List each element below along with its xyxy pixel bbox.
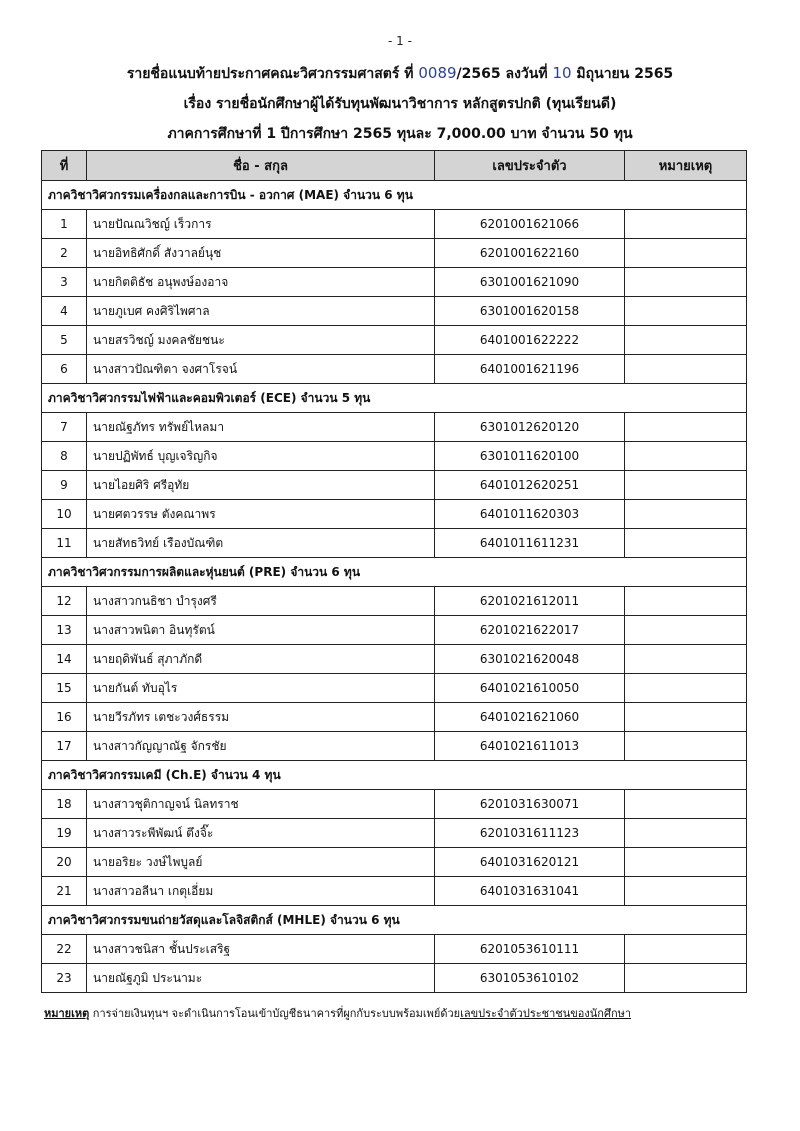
row-number: 1 bbox=[42, 210, 87, 239]
row-number: 19 bbox=[42, 819, 87, 848]
row-note bbox=[625, 964, 747, 993]
table-row bbox=[42, 819, 747, 848]
table-row bbox=[42, 413, 747, 442]
table-row bbox=[42, 239, 747, 268]
student-name: นายสรวิชญ์ มงคลชัยชนะ bbox=[87, 326, 435, 355]
row-number: 17 bbox=[42, 732, 87, 761]
student-id: 6401011611231 bbox=[435, 529, 625, 558]
row-note bbox=[625, 674, 747, 703]
section-row bbox=[42, 761, 747, 790]
column-header-note: หมายเหตุ bbox=[625, 151, 747, 181]
row-note bbox=[625, 935, 747, 964]
student-id: 6301011620100 bbox=[435, 442, 625, 471]
student-name: นายอริยะ วงษ์ไพบูลย์ bbox=[87, 848, 435, 877]
student-id: 6201031611123 bbox=[435, 819, 625, 848]
student-name: นายกิตติธัช อนุพงษ์องอาจ bbox=[87, 268, 435, 297]
header-line-2: เรื่อง รายชื่อนักศึกษาผู้ได้รับทุนพัฒนาวิชาการ หลักสูตรปกติ (ทุนเรียนดี) bbox=[183, 96, 617, 112]
row-note bbox=[625, 732, 747, 761]
row-number: 13 bbox=[42, 616, 87, 645]
student-id: 6201021612011 bbox=[435, 587, 625, 616]
student-name: นางสาวระพีพัฒน์ ตึงจิ๊ะ bbox=[87, 819, 435, 848]
student-name: นายอิทธิศักดิ์ สังวาลย์นุช bbox=[87, 239, 435, 268]
table-row bbox=[42, 326, 747, 355]
student-name: นายปัณณวิชญ์ เร็วการ bbox=[87, 210, 435, 239]
table-row bbox=[42, 790, 747, 819]
row-number: 10 bbox=[42, 500, 87, 529]
table-row bbox=[42, 645, 747, 674]
column-header-student-id: เลขประจำตัว bbox=[435, 151, 625, 181]
header-line-1-prefix: รายชื่อแนบท้ายประกาศคณะวิศวกรรมศาสตร์ ที่ bbox=[126, 66, 414, 82]
row-note bbox=[625, 790, 747, 819]
table-row bbox=[42, 471, 747, 500]
student-name: นายณัฐภัทร ทรัพย์ไหลมา bbox=[87, 413, 435, 442]
row-number: 12 bbox=[42, 587, 87, 616]
remark-text: การจ่ายเงินทุนฯ จะดำเนินการโอนเข้าบัญชีธนาคารที่ผูกกับระบบพร้อมเพย์ด้วย bbox=[89, 1007, 461, 1020]
section-row bbox=[42, 558, 747, 587]
section-row bbox=[42, 181, 747, 210]
student-name: นางสาวชุติกาญจน์ นิลทราช bbox=[87, 790, 435, 819]
student-name: นายไอยศิริ ศรีอุทัย bbox=[87, 471, 435, 500]
table-row bbox=[42, 442, 747, 471]
student-name: นายภูเบศ คงศิริไพศาล bbox=[87, 297, 435, 326]
student-id: 6401001622222 bbox=[435, 326, 625, 355]
student-id: 6401021610050 bbox=[435, 674, 625, 703]
row-note bbox=[625, 819, 747, 848]
table-header-row bbox=[42, 151, 747, 181]
row-number: 11 bbox=[42, 529, 87, 558]
student-name: นางสาวชนิสา ชั้นประเสริฐ bbox=[87, 935, 435, 964]
student-id: 6201021622017 bbox=[435, 616, 625, 645]
student-id: 6201001621066 bbox=[435, 210, 625, 239]
row-note bbox=[625, 268, 747, 297]
student-id: 6401021621060 bbox=[435, 703, 625, 732]
announcement-day: 10 bbox=[552, 64, 572, 82]
table-row bbox=[42, 210, 747, 239]
row-number: 9 bbox=[42, 471, 87, 500]
table-row bbox=[42, 674, 747, 703]
row-number: 18 bbox=[42, 790, 87, 819]
student-name: นางสาวพนิตา อินทุรัตน์ bbox=[87, 616, 435, 645]
row-number: 8 bbox=[42, 442, 87, 471]
table-row bbox=[42, 355, 747, 384]
student-name: นายวีรภัทร เตชะวงศ์ธรรม bbox=[87, 703, 435, 732]
row-number: 21 bbox=[42, 877, 87, 906]
table-row bbox=[42, 587, 747, 616]
row-number: 16 bbox=[42, 703, 87, 732]
row-number: 15 bbox=[42, 674, 87, 703]
row-note bbox=[625, 355, 747, 384]
row-number: 14 bbox=[42, 645, 87, 674]
row-note bbox=[625, 413, 747, 442]
scholarship-table bbox=[41, 150, 747, 993]
row-note bbox=[625, 529, 747, 558]
column-header-name: ชื่อ - สกุล bbox=[87, 151, 435, 181]
header-line-1-suffix: มิถุนายน 2565 bbox=[576, 66, 674, 82]
row-note bbox=[625, 500, 747, 529]
header-line-1 bbox=[40, 58, 760, 89]
student-id: 6201053610111 bbox=[435, 935, 625, 964]
header-line-3: ภาคการศึกษาที่ 1 ปีการศึกษา 2565 ทุนละ 7,000.00 บาท จำนวน 50 ทุน bbox=[167, 126, 633, 142]
student-name: นายปฏิพัทธ์ บุญเจริญกิจ bbox=[87, 442, 435, 471]
table-row bbox=[42, 297, 747, 326]
row-note bbox=[625, 326, 747, 355]
student-id: 6401021611013 bbox=[435, 732, 625, 761]
header-line-1-mid: /2565 ลงวันที่ bbox=[456, 66, 548, 82]
student-name: นายณัฐภูมิ ประนามะ bbox=[87, 964, 435, 993]
student-name: นางสาวปัณฑิตา จงศาโรจน์ bbox=[87, 355, 435, 384]
row-number: 4 bbox=[42, 297, 87, 326]
row-number: 2 bbox=[42, 239, 87, 268]
table-body bbox=[42, 181, 747, 993]
student-id: 6301001621090 bbox=[435, 268, 625, 297]
student-id: 6201031630071 bbox=[435, 790, 625, 819]
student-id: 6301053610102 bbox=[435, 964, 625, 993]
row-note bbox=[625, 442, 747, 471]
row-note bbox=[625, 297, 747, 326]
student-id: 6301012620120 bbox=[435, 413, 625, 442]
row-note bbox=[625, 616, 747, 645]
section-title: ภาควิชาวิศวกรรมการผลิตและหุ่นยนต์ (PRE) จำนวน 6 ทุน bbox=[42, 558, 747, 587]
student-name: นายกันต์ ทับอุไร bbox=[87, 674, 435, 703]
student-id: 6401031631041 bbox=[435, 877, 625, 906]
remark-label: หมายเหตุ bbox=[44, 1007, 90, 1020]
section-row bbox=[42, 384, 747, 413]
row-number: 6 bbox=[42, 355, 87, 384]
section-row bbox=[42, 906, 747, 935]
student-name: นายสัทธวิทย์ เรืองบัณฑิต bbox=[87, 529, 435, 558]
table-row bbox=[42, 848, 747, 877]
row-number: 22 bbox=[42, 935, 87, 964]
student-id: 6301001620158 bbox=[435, 297, 625, 326]
student-name: นางสาวกัญญาณัฐ จักรชัย bbox=[87, 732, 435, 761]
row-note bbox=[625, 848, 747, 877]
announcement-number: 0089 bbox=[418, 64, 457, 82]
row-note bbox=[625, 587, 747, 616]
student-id: 6401011620303 bbox=[435, 500, 625, 529]
row-number: 7 bbox=[42, 413, 87, 442]
column-header-no: ที่ bbox=[42, 151, 87, 181]
row-note bbox=[625, 703, 747, 732]
section-title: ภาควิชาวิศวกรรมเครื่องกลและการบิน - อวกาศ (MAE) จำนวน 6 ทุน bbox=[42, 181, 747, 210]
student-name: นายฤดิพันธ์ สุภาภักดี bbox=[87, 645, 435, 674]
student-id: 6201001622160 bbox=[435, 239, 625, 268]
row-number: 20 bbox=[42, 848, 87, 877]
row-number: 3 bbox=[42, 268, 87, 297]
section-title: ภาควิชาวิศวกรรมไฟฟ้าและคอมพิวเตอร์ (ECE) จำนวน 5 ทุน bbox=[42, 384, 747, 413]
table-row bbox=[42, 529, 747, 558]
table-row bbox=[42, 964, 747, 993]
row-note bbox=[625, 471, 747, 500]
section-title: ภาควิชาวิศวกรรมขนถ่ายวัสดุและโลจิสติกส์ (MHLE) จำนวน 6 ทุน bbox=[42, 906, 747, 935]
row-note bbox=[625, 210, 747, 239]
page-number: - 1 - bbox=[388, 34, 412, 48]
section-title: ภาควิชาวิศวกรรมเคมี (Ch.E) จำนวน 4 ทุน bbox=[42, 761, 747, 790]
remark bbox=[44, 1004, 631, 1022]
row-note bbox=[625, 239, 747, 268]
table-row bbox=[42, 268, 747, 297]
student-id: 6401031620121 bbox=[435, 848, 625, 877]
row-note bbox=[625, 645, 747, 674]
document-header bbox=[40, 58, 760, 149]
student-name: นางสาวอลีนา เกตุเอี่ยม bbox=[87, 877, 435, 906]
student-name: นางสาวกนธิชา บำรุงศรี bbox=[87, 587, 435, 616]
row-number: 5 bbox=[42, 326, 87, 355]
student-id: 6401001621196 bbox=[435, 355, 625, 384]
row-note bbox=[625, 877, 747, 906]
student-name: นายศตวรรษ ตังคณาพร bbox=[87, 500, 435, 529]
remark-underlined-text: เลขประจำตัวประชาชนของนักศึกษา bbox=[460, 1007, 632, 1020]
row-number: 23 bbox=[42, 964, 87, 993]
table-row bbox=[42, 935, 747, 964]
table-row bbox=[42, 500, 747, 529]
student-id: 6301021620048 bbox=[435, 645, 625, 674]
table-row bbox=[42, 877, 747, 906]
table-row bbox=[42, 703, 747, 732]
table-row bbox=[42, 616, 747, 645]
student-id: 6401012620251 bbox=[435, 471, 625, 500]
table-row bbox=[42, 732, 747, 761]
